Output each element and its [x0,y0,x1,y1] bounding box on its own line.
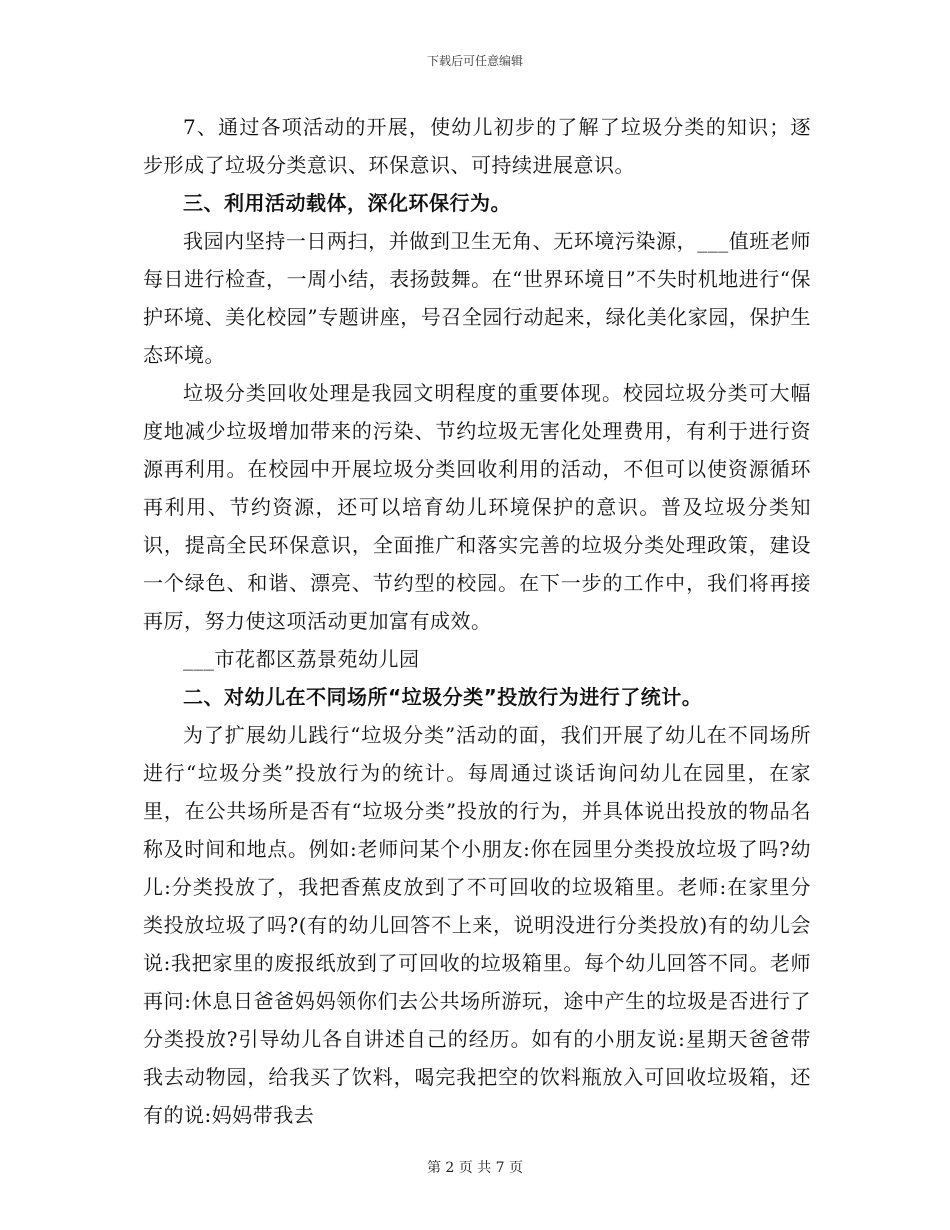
section-heading-3: 三、利用活动载体，深化环保行为。 [183,191,511,215]
signature-line: ___市花都区荔景苑幼儿园 [183,647,420,671]
section-heading-2: 二、对幼儿在不同场所“垃圾分类”投放行为进行了统计。 [183,685,703,709]
document-body [143,108,811,1134]
page-footer: 第 2 页 共 7 页 [426,1160,524,1176]
page-header: 下载后可任意编辑 [426,54,523,68]
paragraph-cleaning: 我园内坚持一日两扫，并做到卫生无角、无环境污染源，___值班老师每日进行检查，一周小结，表扬鼓舞。在“世界环境日”不失时机地进行“保护环境、美化校园”专题讲座，号召全园行动起来，绿化美化家园，保护生态环境。 [143,229,811,367]
paragraph-item-7: 7、通过各项活动的开展，使幼儿初步的了解了垃圾分类的知识；逐步形成了垃圾分类意识、环保意识、可持续进展意识。 [143,115,811,177]
paragraph-recycling: 垃圾分类回收处理是我园文明程度的重要体现。校园垃圾分类可大幅度地减少垃圾增加带来的污染、节约垃圾无害化处理费用，有利于进行资源再利用。在校园中开展垃圾分类回收利用的活动，不但可以使资源循环再利用、节约资源，还可以培育幼儿环境保护的意识。普及垃圾分类知识，提高全民环保意识，全面推广和落实完善的垃圾分类处理政策，建设一个绿色、和谐、漂亮、节约型的校园。在下一步的工作中，我们将再接再厉，努力使这项活动更加富有成效。 [143,381,811,633]
paragraph-statistics: 为了扩展幼儿践行“垃圾分类”活动的面，我们开展了幼儿在不同场所进行“垃圾分类”投放行为的统计。每周通过谈话询问幼儿在园里，在家里，在公共场所是否有“垃圾分类”投放的行为，并具体说出投放的物品名称及时间和地点。例如:老师问某个小朋友:你在园里分类投放垃圾了吗?幼儿:分类投放了，我把香蕉皮放到了不可回收的垃圾箱里。老师:在家里分类投放垃圾了吗?(有的幼儿回答不上来，说明没进行分类投放)有的幼儿会说:我把家里的废报纸放到了可回收的垃圾箱里。每个幼儿回答不同。老师再问:休息日爸爸妈妈领你们去公共场所游玩，途中产生的垃圾是否进行了分类投放?引导幼儿各自讲述自己的经历。如有的小朋友说:星期天爸爸带我去动物园，给我买了饮料，喝完我把空的饮料瓶放入可回收垃圾箱，还有的说:妈妈带我去 [143,723,811,1127]
